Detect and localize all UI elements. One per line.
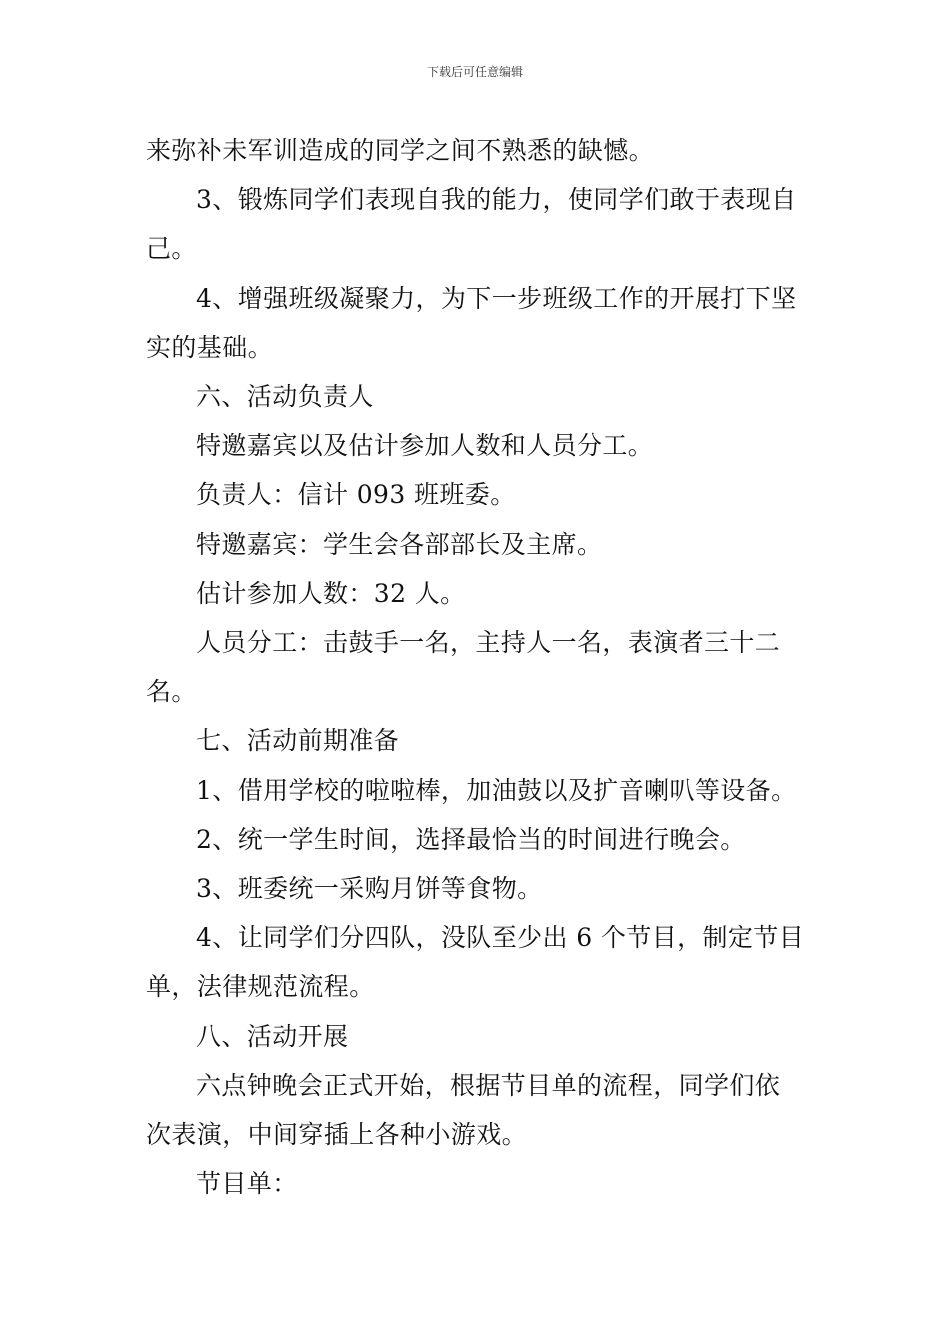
- paragraph-line: 八、活动开展: [196, 1021, 349, 1051]
- paragraph-line: 六点钟晚会正式开始，根据节目单的流程，同学们依: [196, 1070, 781, 1100]
- paragraph-line: 1、借用学校的啦啦棒，加油鼓以及扩音喇叭等设备。: [196, 775, 797, 805]
- paragraph-line: 名。: [146, 677, 197, 707]
- paragraph-line: 特邀嘉宾：学生会各部部长及主席。: [196, 529, 603, 559]
- document-body: [146, 126, 808, 1208]
- page-header: 下载后可任意编辑: [426, 65, 523, 79]
- paragraph-line: 2、统一学生时间，选择最恰当的时间进行晚会。: [196, 824, 746, 854]
- paragraph-line: 3、班委统一采购月饼等食物。: [196, 874, 543, 904]
- paragraph-line: 4、增强班级凝聚力，为下一步班级工作的开展打下坚: [196, 283, 797, 313]
- paragraph-line: 3、锻炼同学们表现自我的能力，使同学们敢于表现自: [196, 185, 797, 215]
- paragraph-line: 节目单：: [196, 1169, 298, 1199]
- paragraph-line: 人员分工：击鼓手一名，主持人一名，表演者三十二: [196, 628, 781, 658]
- paragraph-line: 实的基础。: [146, 332, 274, 362]
- paragraph-line: 4、让同学们分四队，没队至少出 6 个节目，制定节目: [196, 923, 805, 953]
- paragraph-line: 次表演，中间穿插上各种小游戏。: [146, 1120, 528, 1150]
- paragraph-line: 己。: [146, 234, 197, 264]
- paragraph-line: 特邀嘉宾以及估计参加人数和人员分工。: [196, 431, 654, 461]
- paragraph-line: 六、活动负责人: [196, 382, 374, 412]
- paragraph-line: 估计参加人数：32 人。: [196, 578, 466, 608]
- paragraph-line: 单，法律规范流程。: [146, 972, 375, 1002]
- paragraph-line: 七、活动前期准备: [196, 726, 400, 756]
- paragraph-line: 来弥补未军训造成的同学之间不熟悉的缺憾。: [146, 136, 655, 165]
- paragraph-line: 负责人：信计 093 班班委。: [196, 480, 516, 510]
